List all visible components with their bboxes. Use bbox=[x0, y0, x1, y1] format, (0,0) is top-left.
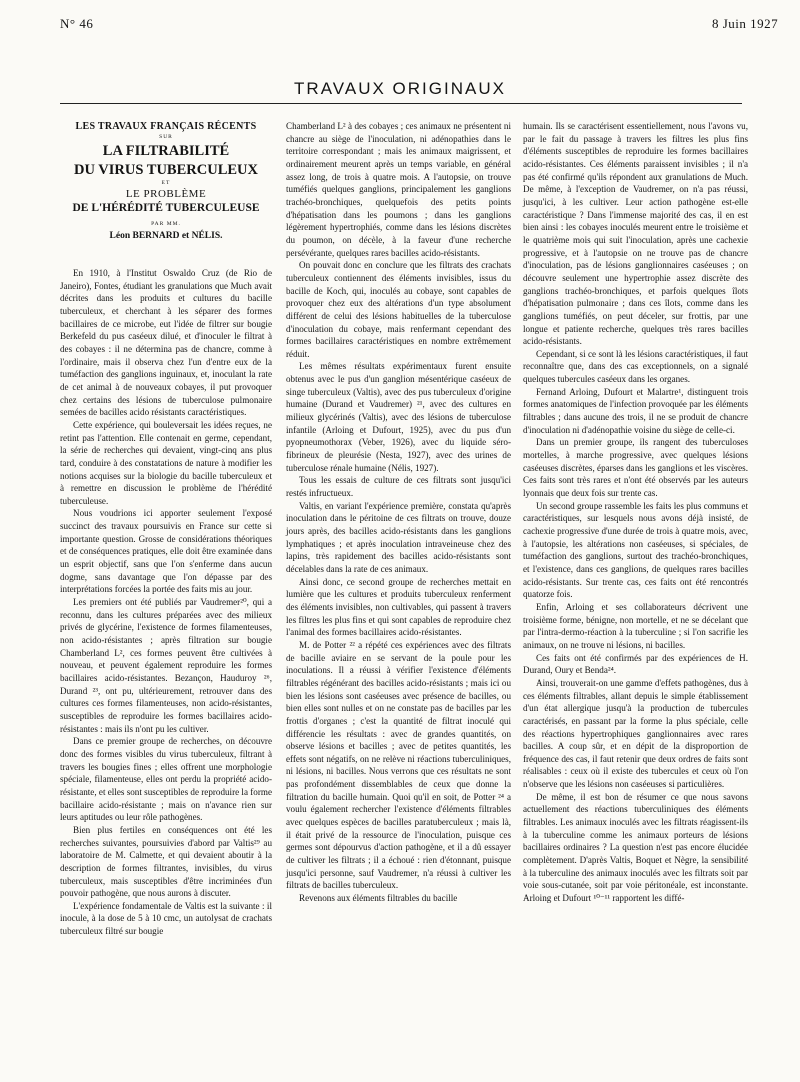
title-par: PAR MM. bbox=[151, 221, 181, 227]
paragraph: humain. Ils se caractérisent essentiellement, nous l'avons vu, par le fait du passage à travers les filtres les plus fins d'éléments susceptibles de reproduire les formes bacillaires acido-résistantes. Ces éléments paraissent invisibles ; il n'a pas été confirmé qu'ils répondent aux granulations de Much. De même, à l'exception de Vaudremer, on n'a pas réussi, jusqu'ici, à les cultiver. Leur action pathogène est-elle caractéristique ? Dans l'immense majorité des cas, il en est bien ainsi : les cobayes inoculés meurent entre le troisième et le quatrième mois qui suit l'inoculation, après une cachexie progressive, et à l'autopsie on ne trouve pas de chancre d'inoculation, pas de lésions ganglionnaires caséeuses ; on découvre seulement une hypertrophie assez discrète des ganglions trachéo-bronchiques, et parfois quelques îlots d'hépatisation pulmonaire ; dans ces îlots, comme dans les ganglions tuméfiés, on peut déceler, sur frottis, par une longue et patiente recherche, quelques très rares bacilles acido-résistants. bbox=[523, 121, 748, 347]
title-line-2: LA FILTRABILITÉ bbox=[102, 143, 230, 159]
title-line-3: DU VIRUS TUBERCULEUX bbox=[74, 162, 258, 178]
paragraph: En 1910, à l'Institut Oswaldo Cruz (de Rio de Janeiro), Fontes, étudiant les granulations que Much avait décrites dans les produits et cultures du bacille tuberculeux, et cherchant à les séparer des formes bacillaires de ce microbe, eut l'idée de filtrer sur bougie Berkefeld du pus caséeux dilué, et d'inoculer le filtrat à des cobayes : il ne détermina pas de chancre, comme à l'ordinaire, mais il observa chez l'un d'entre eux de la tuméfaction des ganglions inguinaux, et, inoculant la rate de cet animal à de nouveaux cobayes, il put provoquer chez certains des lésions de tuberculose pulmonaire semées de bacilles acido résistants caractéristiques. bbox=[60, 268, 272, 418]
paragraph: Dans ce premier groupe de recherches, on découvre donc des formes visibles du virus tuberculeux, filtrant à travers les bougies fines ; elles offrent une morphologie spéciale, filamenteuse, elles ont perdu la propriété acido-résistante, et elles sont susceptibles de reproduire la forme bacillaire acido-résistante ; mais on n'avance rien sur leurs aptitudes ou leur rôle pathogènes. bbox=[60, 736, 272, 823]
paragraph: Nous voudrions ici apporter seulement l'exposé succinct des travaux poursuivis en France sur cette si importante question. Grosse de considérations théoriques et de conséquences pratiques, elle doit être examinée dans un esprit objectif, sans que l'on s'enferme dans aucun dogme, sans davantage que l'on dépasse par des interprétations forcées la portée des faits mis au jour. bbox=[60, 508, 272, 595]
title-line-4: LE PROBLÈME bbox=[125, 188, 207, 200]
paragraph: Chamberland L² à des cobayes ; ces animaux ne présentent ni chancre au siège de l'inoculation, ni adénopathies dans le territoire correspondant ; mais les animaux maigrissent, et ordinairement meurent après un temps variable, en général assez long, de trois à quatre mois. A l'autopsie, on trouve tuméfiés quelques ganglions, principalement les ganglions trachéo-bronchiques, quelquefois des petits points d'hépatisation dans les poumons ; dans les ganglions légèrement hypertrophiés, comme dans les lésions discrètes du poumon, on décèle, à la faveur d'une recherche persévérante, quelques rares bacilles acido-résistants. bbox=[286, 121, 511, 258]
title-line-5: DE L'HÉRÉDITÉ TUBERCULEUSE bbox=[72, 202, 260, 214]
paragraph: Un second groupe rassemble les faits les plus communs et caractéristiques, sur lesquels nous avons déjà insisté, de cachexie progressive d'une durée de trois à quatre mois, avec, à l'autopsie, les altérations non caséeuses, si spéciales, de tuméfaction des ganglions, surtout des trachéo-bronchiques, et l'existence, dans ces ganglions, de quelques rares bacilles acido-résistants. Sur trente cas, ces faits ont été rencontrés quatorze fois. bbox=[523, 500, 748, 600]
column-3 bbox=[523, 120, 748, 905]
paragraph: Ainsi, trouverait-on une gamme d'effets pathogènes, dus à ces éléments filtrables, allant depuis le simple établissement d'un état allergique jusqu'à la production de tubercules caractérisés, en passant par la forme la plus spéciale, celle des réactions hypertrophiques ganglionnaires avec rares bacilles. A coup sûr, et en dépit de la disproportion de fréquence des cas, il faut retenir que deux ordres de faits sont réalisables : ceux où il existe des tubercules et ceux où l'on n'observe que les lésions non caséeuses si particulières. bbox=[523, 677, 748, 790]
paragraph: Fernand Arloing, Dufourt et Malartre¹, distinguent trois formes anatomiques de l'infection provoquée par les éléments filtrables ; dans aucune des trois, il ne se produit de chancre d'inoculation ni d'adénopathie voisine du siège de celle-ci. bbox=[523, 386, 748, 435]
section-rule bbox=[60, 103, 742, 104]
issue-date: 8 Juin 1927 bbox=[712, 16, 779, 31]
paragraph: On pouvait donc en conclure que les filtrats des crachats tuberculeux contiennent des éléments invisibles, issus du bacille de Koch, qui, inoculés au cobaye, sont capables de provoquer chez eux des altérations d'un type absolument différent de celui des lésions habituelles de la tuberculose d'inoculation du cobaye, mais renfermant cependant des formes bacillaires caractéristiques en nombre extrêmement réduit. bbox=[286, 260, 511, 359]
paragraph: Bien plus fertiles en conséquences ont été les recherches suivantes, poursuivies d'abord par Valtis²⁹ au laboratoire de M. Calmette, et qui devaient aboutir à la description de formes filtrantes, invisibles, du virus tuberculeux, mais susceptibles d'être incriminées d'un pouvoir pathogène, que nous aurons à discuter. bbox=[60, 824, 272, 899]
paragraph: Les mêmes résultats expérimentaux furent ensuite obtenus avec le pus d'un ganglion mésentérique caséeux de singe tuberculeux (Valtis), avec des pus tuberculeux d'origine humaine (Durand et Vaudremer) ²¹, avec des cultures en milieux glycérinés (Valtis), avec des lésions de tuberculose infantile (Arloing et Dufourt, 1925), avec du pus d'un pyopneumothorax (Veber, 1926), avec du liquide séro-fibrineux de pleurésie (Nesta, 1927), avec des urines de tuberculose rénale humaine (Nélis, 1927). bbox=[286, 361, 511, 473]
title-et: ET bbox=[161, 180, 171, 186]
article-authors: Léon BERNARD et NÉLIS. bbox=[109, 231, 223, 241]
paragraph: Revenons aux éléments filtrables du bacille bbox=[299, 893, 458, 904]
title-sur: SUR bbox=[159, 134, 173, 140]
paragraph: De même, il est bon de résumer ce que nous savons actuellement des réactions tuberculiniques des éléments filtrables. Les animaux inoculés avec les filtrats réagissent-ils à la tuberculine comme les animaux porteurs de lésions bacillaires ordinaires ? La question n'est pas encore élucidée complètement. D'après Valtis, Boquet et Nègre, la sensibilité à la tuberculine des animaux inoculés avec les filtrats soit par voie sous-cutanée, soit par voie péritonéale, est inconstante. Arloing et Dufourt ¹⁰⁻¹¹ rapportent les diffé- bbox=[523, 791, 748, 904]
paragraph: L'expérience fondamentale de Valtis est la suivante : il inocule, à la dose de 5 à 10 cmc, un autolysat de crachats tuberculeux filtré sur bougie bbox=[60, 900, 272, 937]
paragraph: Ces faits ont été confirmés par des expériences de H. Durand, Oury et Benda²⁴. bbox=[523, 652, 748, 676]
issue-number: N° 46 bbox=[60, 16, 94, 31]
column-1 bbox=[60, 120, 272, 938]
paragraph: Ainsi donc, ce second groupe de recherches mettait en lumière que les cultures et produits tuberculeux renferment des éléments invisibles, non cultivables, qui passent à travers les filtres les plus fins et qui sont capables de reproduire chez l'animal des formes bacillaires acido-résistantes. bbox=[286, 576, 511, 638]
paragraph: Tous les essais de culture de ces filtrats sont jusqu'ici restés infructueux. bbox=[286, 475, 511, 499]
paragraph: Enfin, Arloing et ses collaborateurs décrivent une troisième forme, bénigne, non mortelle, et ne se décelant que par l'intra-dermo-réaction à la tuberculine ; si l'on sacrifie les animaux, on ne trouve ni lésions, ni bacilles. bbox=[523, 601, 748, 650]
paragraph: Cette expérience, qui bouleversait les idées reçues, ne retint pas l'attention. Elle contenait en germe, cependant, la série de recherches qui devaient, vingt-cinq ans plus tard, conduire à des constatations de nature à modifier les notions acquises sur la biologie du bacille tuberculeux et à remettre en discussion le problème de l'hérédité tuberculeuse. bbox=[60, 419, 272, 506]
article-title-block bbox=[60, 120, 272, 243]
section-heading: TRAVAUX ORIGINAUX bbox=[294, 79, 506, 98]
paragraph: Valtis, en variant l'expérience première, constata qu'après inoculation dans le péritoine de ces filtrats on trouve, douze jours après, des bacilles acido-résistants dans les ganglions lymphatiques ; et après inoculation intraveineuse chez des lapins, très rapidement des bacilles acido-résistants sont décelables dans la rate de ces animaux. bbox=[286, 500, 511, 574]
paragraph: M. de Potter ²² a répété ces expériences avec des filtrats de bacille aviaire en se servant de la poule pour les inoculations. Il a réussi à vérifier l'existence d'éléments filtrables régénérant des bacilles acido-résistants ; mais ici ou bien les lésions sont caséeuses avec présence de bacilles, ou bien elles sont nulles et on ne constate pas de bacilles par les frottis d'organes ; c'est la quantité de filtrat inoculé qui différencie les résultats : avec de grandes quantités, on observe lésions et bacilles ; avec de petites quantités, les effets sont négatifs, on ne relève ni réactions tuberculiniques, ni lésions, ni bacilles. Nous verrons que ces résultats ne sont pas profondément dissemblables de ceux que donne la filtration du bacille humain. Quoi qu'il en soit, de Potter ²⁴ a voulu également rechercher l'existence d'éléments filtrables avec quelques espèces de bacilles paratuberculeux ; mais là, il était privé de la ressource de l'inoculation, puisque ces germes sont dépourvus d'action pathogène, et il a dû essayer de cultiver les filtrats ; il a échoué : rien d'étonnant, puisque jusqu'ici personne, sauf Vaudremer, n'a réussi à cultiver les filtrats de bacilles tuberculeux. bbox=[286, 639, 511, 891]
paragraph: Les premiers ont été publiés par Vaudremer²⁰, qui a reconnu, dans les cultures préparées avec des milieux privés de glycérine, l'existence de formes filamenteuses, non acido-résistantes ; après filtration sur bougie Chamberland L², ces formes peuvent être cultivées à nouveau, et peuvent également reproduire les formes bacillaires acido-résistantes. Bezançon, Hauduroy ²⁶, Durand ²³, ont pu, ultérieurement, retrouver dans des cultures ces formes filamenteuses, non acido-résistantes, susceptibles de reproduire les formes bacillaires acido-résistantes : mais ils n'ont pu les cultiver. bbox=[60, 597, 272, 734]
paragraph: Dans un premier groupe, ils rangent des tuberculoses mortelles, à marche progressive, avec quelques lésions caséeuses discrètes, éparses dans les ganglions et les viscères. Ces faits sont très rares et n'ont été observés par les auteurs lyonnais que deux fois sur trente cas. bbox=[523, 437, 748, 499]
title-line-1: LES TRAVAUX FRANÇAIS RÉCENTS bbox=[75, 121, 257, 132]
column-2 bbox=[286, 120, 511, 905]
paragraph: Cependant, si ce sont là les lésions caractéristiques, il faut reconnaître que, dans des cas exceptionnels, on a signalé quelques tubercules caséeux dans les organes. bbox=[523, 348, 748, 385]
